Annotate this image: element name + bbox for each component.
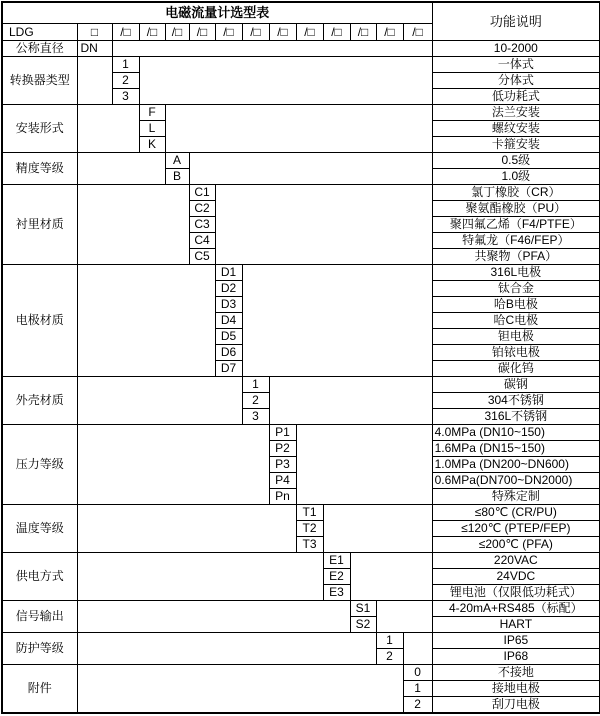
table-row bbox=[2, 632, 600, 648]
category-label: 安装形式 bbox=[2, 104, 77, 152]
empty-cell bbox=[189, 152, 432, 184]
empty-cell bbox=[77, 152, 165, 184]
option-code: 1 bbox=[376, 632, 403, 648]
option-code: T1 bbox=[296, 504, 323, 520]
function-value: 聚四氟乙烯（F4/PTFE） bbox=[432, 216, 600, 232]
option-code: C3 bbox=[189, 216, 215, 232]
function-value: 316L电极 bbox=[432, 264, 600, 280]
option-code: D7 bbox=[215, 360, 242, 376]
model-slot: /□ bbox=[165, 23, 189, 40]
function-value: 304不锈钢 bbox=[432, 392, 600, 408]
model-slot: /□ bbox=[215, 23, 242, 40]
option-code: S1 bbox=[350, 600, 376, 616]
model-prefix: LDG bbox=[2, 23, 77, 40]
function-value: ≤120℃ (PTEP/FEP) bbox=[432, 520, 600, 536]
model-slot: /□ bbox=[350, 23, 376, 40]
model-slot: /□ bbox=[112, 23, 139, 40]
option-code: F bbox=[139, 104, 165, 120]
category-label: 电极材质 bbox=[2, 264, 77, 376]
category-label: 温度等级 bbox=[2, 504, 77, 552]
function-value: 钽电极 bbox=[432, 328, 600, 344]
option-code: E3 bbox=[323, 584, 350, 600]
table-row bbox=[2, 104, 600, 120]
option-code: A bbox=[165, 152, 189, 168]
empty-cell bbox=[165, 104, 432, 152]
option-code: 0 bbox=[403, 664, 432, 680]
function-value: ≤80℃ (CR/PU) bbox=[432, 504, 600, 520]
table-row bbox=[2, 184, 600, 200]
model-slot: /□ bbox=[376, 23, 403, 40]
function-value: 1.0MPa (DN200~DN600) bbox=[432, 456, 600, 472]
category-label-diameter: 公称直径 bbox=[2, 40, 77, 56]
table-row bbox=[2, 152, 600, 168]
category-label: 供电方式 bbox=[2, 552, 77, 600]
category-label: 压力等级 bbox=[2, 424, 77, 504]
category-label: 防护等级 bbox=[2, 632, 77, 664]
function-value: 220VAC bbox=[432, 552, 600, 568]
function-value: 316L不锈钢 bbox=[432, 408, 600, 424]
function-value: 聚氨酯橡胶（PU） bbox=[432, 200, 600, 216]
function-value: 1.0级 bbox=[432, 168, 600, 184]
function-value: 铂铱电极 bbox=[432, 344, 600, 360]
option-code: T2 bbox=[296, 520, 323, 536]
function-value: 哈B电极 bbox=[432, 296, 600, 312]
function-value: IP65 bbox=[432, 632, 600, 648]
empty-cell bbox=[77, 552, 323, 600]
empty-cell bbox=[350, 552, 432, 600]
category-label: 外壳材质 bbox=[2, 376, 77, 424]
option-code: C5 bbox=[189, 248, 215, 264]
category-label: 信号输出 bbox=[2, 600, 77, 632]
option-code: P3 bbox=[269, 456, 296, 472]
option-code: D6 bbox=[215, 344, 242, 360]
function-value: 4-20mA+RS485（标配） bbox=[432, 600, 600, 616]
model-slot: /□ bbox=[242, 23, 269, 40]
option-code: 2 bbox=[242, 392, 269, 408]
empty-cell bbox=[112, 40, 432, 56]
category-label: 精度等级 bbox=[2, 152, 77, 184]
empty-cell bbox=[77, 600, 350, 632]
empty-cell bbox=[77, 664, 403, 713]
empty-cell bbox=[77, 56, 112, 104]
option-code: 2 bbox=[376, 648, 403, 664]
function-value: 0.5级 bbox=[432, 152, 600, 168]
function-value: 24VDC bbox=[432, 568, 600, 584]
empty-cell bbox=[77, 504, 296, 552]
table-row bbox=[2, 424, 600, 440]
function-value: 0.6MPa(DN700~DN2000) bbox=[432, 472, 600, 488]
option-code: L bbox=[139, 120, 165, 136]
option-code: C2 bbox=[189, 200, 215, 216]
function-value: 共聚物（PFA） bbox=[432, 248, 600, 264]
function-value: 低功耗式 bbox=[432, 88, 600, 104]
category-label: 转换器类型 bbox=[2, 56, 77, 104]
function-value: 不接地 bbox=[432, 664, 600, 680]
option-code: S2 bbox=[350, 616, 376, 632]
model-slot: /□ bbox=[189, 23, 215, 40]
function-column-header: 功能说明 bbox=[432, 2, 600, 40]
option-code: C4 bbox=[189, 232, 215, 248]
option-code: 1 bbox=[403, 680, 432, 696]
empty-cell bbox=[77, 632, 376, 664]
table-row bbox=[2, 600, 600, 616]
option-code: C1 bbox=[189, 184, 215, 200]
option-code: 2 bbox=[112, 72, 139, 88]
model-slot: /□ bbox=[296, 23, 323, 40]
option-code: D1 bbox=[215, 264, 242, 280]
table-row bbox=[2, 40, 600, 56]
empty-cell bbox=[376, 600, 432, 632]
empty-cell bbox=[77, 376, 242, 424]
table-row bbox=[2, 552, 600, 568]
table-row bbox=[2, 664, 600, 680]
table-row bbox=[2, 2, 600, 23]
function-value: 接地电极 bbox=[432, 680, 600, 696]
function-value: 刮刀电极 bbox=[432, 696, 600, 713]
function-value: 碳化钨 bbox=[432, 360, 600, 376]
category-label: 衬里材质 bbox=[2, 184, 77, 264]
empty-cell bbox=[77, 424, 269, 504]
empty-cell bbox=[139, 56, 432, 104]
model-slot: /□ bbox=[139, 23, 165, 40]
model-first-box: □ bbox=[77, 23, 112, 40]
function-value: 螺纹安装 bbox=[432, 120, 600, 136]
option-code: P4 bbox=[269, 472, 296, 488]
option-code: 3 bbox=[242, 408, 269, 424]
table-row bbox=[2, 56, 600, 72]
function-value: 碳钢 bbox=[432, 376, 600, 392]
function-value: HART bbox=[432, 616, 600, 632]
function-value: 特氟龙（F46/FEP） bbox=[432, 232, 600, 248]
option-code: E1 bbox=[323, 552, 350, 568]
option-code: D4 bbox=[215, 312, 242, 328]
function-value: 一体式 bbox=[432, 56, 600, 72]
table-row bbox=[2, 376, 600, 392]
option-code: D5 bbox=[215, 328, 242, 344]
option-code: 2 bbox=[403, 696, 432, 713]
function-value: ≤200℃ (PFA) bbox=[432, 536, 600, 552]
function-value: 4.0MPa (DN10~150) bbox=[432, 424, 600, 440]
empty-cell bbox=[77, 184, 189, 264]
option-code: 1 bbox=[242, 376, 269, 392]
option-code: E2 bbox=[323, 568, 350, 584]
table-title: 电磁流量计选型表 bbox=[2, 2, 432, 23]
empty-cell bbox=[77, 264, 215, 376]
option-code: D3 bbox=[215, 296, 242, 312]
function-value: IP68 bbox=[432, 648, 600, 664]
empty-cell bbox=[296, 424, 432, 504]
function-value: 10-2000 bbox=[432, 40, 600, 56]
option-code: B bbox=[165, 168, 189, 184]
model-slot: /□ bbox=[323, 23, 350, 40]
option-code: 1 bbox=[112, 56, 139, 72]
empty-cell bbox=[77, 104, 139, 152]
option-code: T3 bbox=[296, 536, 323, 552]
empty-cell bbox=[242, 264, 432, 376]
function-value: 特殊定制 bbox=[432, 488, 600, 504]
model-slot: /□ bbox=[403, 23, 432, 40]
function-value: 哈C电极 bbox=[432, 312, 600, 328]
option-code: K bbox=[139, 136, 165, 152]
model-slot: /□ bbox=[269, 23, 296, 40]
function-value: 钛合金 bbox=[432, 280, 600, 296]
option-code: 3 bbox=[112, 88, 139, 104]
function-value: 分体式 bbox=[432, 72, 600, 88]
table-row bbox=[2, 504, 600, 520]
option-code: Pn bbox=[269, 488, 296, 504]
function-value: 锂电池（仅限低功耗式） bbox=[432, 584, 600, 600]
option-code: P2 bbox=[269, 440, 296, 456]
empty-cell bbox=[403, 632, 432, 664]
function-value: 1.6MPa (DN15~150) bbox=[432, 440, 600, 456]
table-row bbox=[2, 264, 600, 280]
category-label: 附件 bbox=[2, 664, 77, 713]
function-value: 氯丁橡胶（CR） bbox=[432, 184, 600, 200]
option-code: D2 bbox=[215, 280, 242, 296]
function-value: 法兰安装 bbox=[432, 104, 600, 120]
option-code: P1 bbox=[269, 424, 296, 440]
selection-table bbox=[1, 1, 600, 714]
function-value: 卡箍安装 bbox=[432, 136, 600, 152]
diameter-code: DN bbox=[77, 40, 112, 56]
empty-cell bbox=[269, 376, 432, 424]
empty-cell bbox=[323, 504, 432, 552]
empty-cell bbox=[215, 184, 432, 264]
